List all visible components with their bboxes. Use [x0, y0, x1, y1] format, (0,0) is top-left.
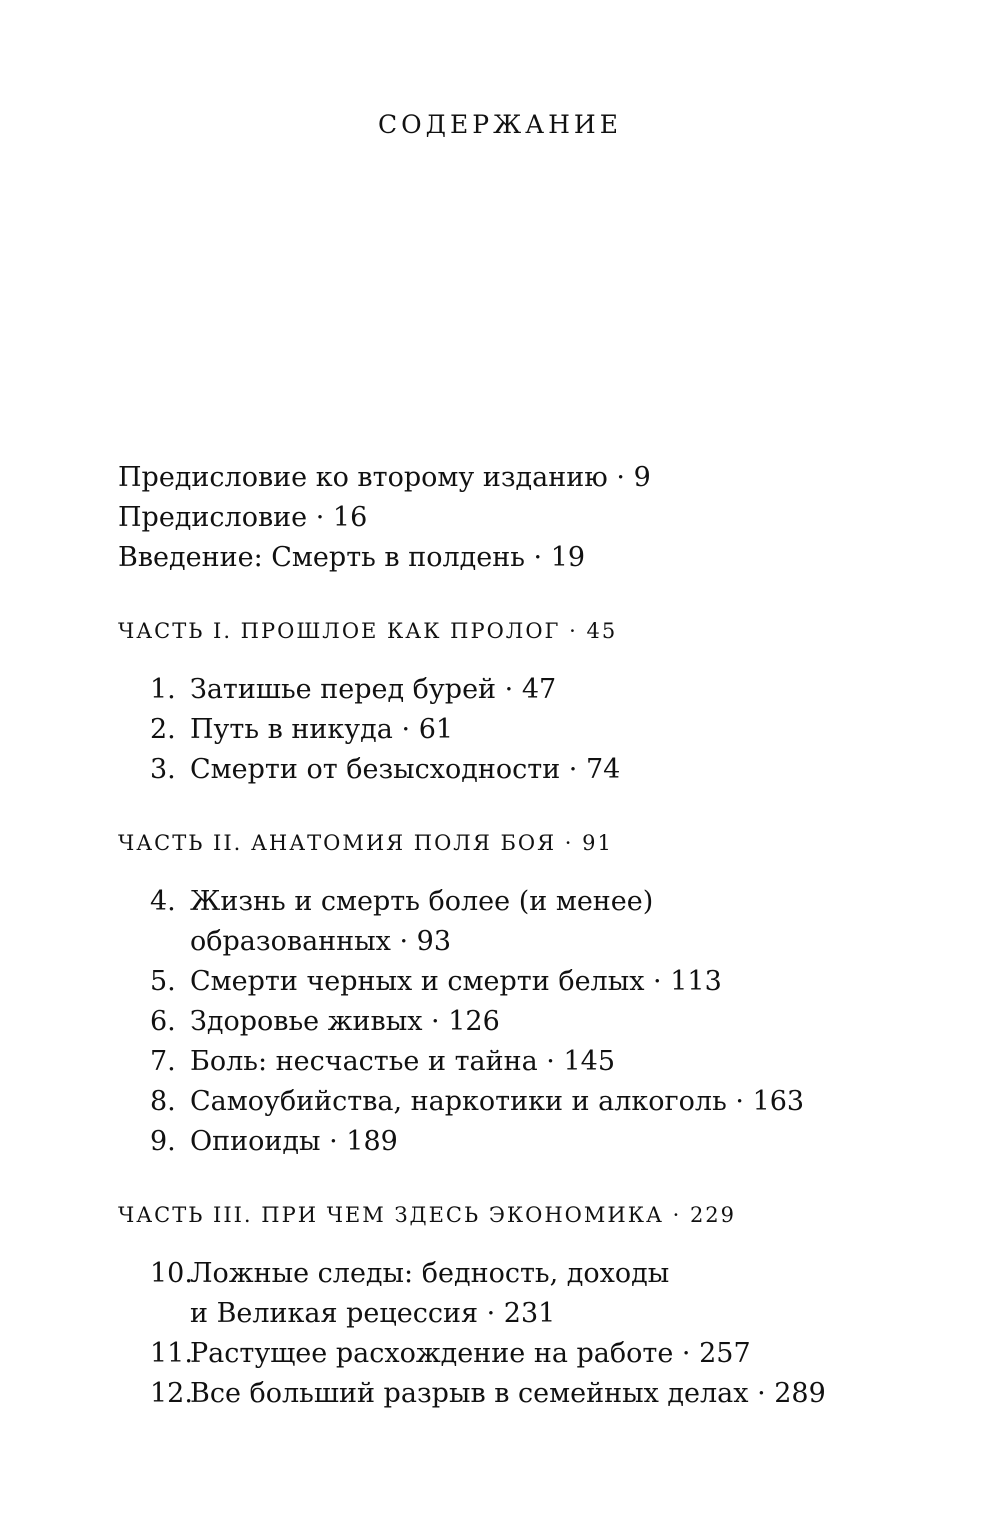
- part-page-number: 45: [586, 619, 618, 643]
- part-label: ЧАСТЬ III. ПРИ ЧЕМ ЗДЕСЬ ЭКОНОМИКА: [118, 1203, 664, 1227]
- entry-page-number: 19: [550, 542, 586, 573]
- entry-label: Предисловие: [118, 502, 308, 533]
- entry-separator: ·: [329, 1126, 338, 1157]
- page-title: СОДЕРЖАНИЕ: [378, 110, 622, 139]
- chapter-number: 10.: [150, 1258, 193, 1289]
- chapter-title: Самоубийства, наркотики и алкоголь: [190, 1086, 727, 1117]
- chapter-title-block: [190, 1082, 898, 1122]
- chapter-title-block: [190, 1334, 898, 1374]
- chapter-list: [150, 670, 898, 790]
- chapter-number: 1.: [150, 674, 176, 705]
- front-matter-entry: [118, 498, 898, 538]
- chapter-page-number: 74: [585, 754, 621, 785]
- chapter-title-continuation: [190, 922, 898, 962]
- chapter-title-block: [190, 710, 898, 750]
- entry-separator: ·: [533, 542, 543, 573]
- entry-separator: ·: [681, 1338, 691, 1369]
- chapter-page-number: 61: [418, 714, 454, 745]
- chapter-page-number: 126: [448, 1006, 500, 1037]
- chapter-title: Смерти черных и смерти белых: [190, 966, 645, 997]
- entry-separator: ·: [757, 1378, 766, 1409]
- chapter-entry: [150, 1122, 898, 1162]
- chapter-page-number: 145: [563, 1046, 616, 1077]
- part-label: ЧАСТЬ I. ПРОШЛОЕ КАК ПРОЛОГ: [118, 619, 561, 643]
- chapter-title: Ложные следы: бедность, доходы: [190, 1258, 670, 1289]
- chapter-entry: [150, 1002, 898, 1042]
- chapter-page-number: 231: [503, 1298, 556, 1329]
- part-heading: [118, 1200, 898, 1230]
- part-heading: [118, 828, 898, 858]
- chapter-number: 11.: [150, 1338, 193, 1369]
- chapter-title-line2: и Великая рецессия: [190, 1298, 479, 1329]
- part-page-number: 229: [689, 1203, 737, 1227]
- chapter-page-number: 93: [416, 926, 452, 957]
- chapter-number: 9.: [150, 1126, 176, 1157]
- chapter-title: Смерти от безысходности: [190, 754, 561, 785]
- chapter-page-number: 47: [521, 674, 557, 705]
- chapter-entry: [150, 1254, 898, 1334]
- chapter-list: [150, 882, 898, 1162]
- chapter-number: 7.: [150, 1046, 176, 1077]
- chapter-entry: [150, 670, 898, 710]
- chapter-page-number: 163: [752, 1086, 805, 1117]
- entry-separator: ·: [399, 926, 409, 957]
- chapter-number: 12.: [150, 1378, 193, 1409]
- chapter-title-continuation: [190, 1294, 898, 1334]
- front-matter-entry: [118, 458, 898, 498]
- entry-page-number: 9: [633, 462, 651, 493]
- chapter-title-block: [190, 1374, 898, 1414]
- chapter-page-number: 257: [699, 1338, 751, 1369]
- entry-separator: ·: [735, 1086, 744, 1117]
- front-matter-entry: [118, 538, 898, 578]
- part-heading: [118, 616, 898, 646]
- chapter-entry: [150, 1334, 898, 1374]
- chapter-title: Затишье перед бурей: [190, 674, 497, 705]
- chapter-number: 5.: [150, 966, 176, 997]
- entry-separator: ·: [564, 831, 574, 855]
- entry-separator: ·: [431, 1006, 440, 1037]
- chapter-title: Жизнь и смерть более (и менее): [190, 886, 654, 917]
- entry-separator: ·: [504, 674, 514, 705]
- chapter-title: Боль: несчастье и тайна: [190, 1046, 538, 1077]
- chapter-number: 2.: [150, 714, 176, 745]
- chapter-page-number: 289: [774, 1378, 826, 1409]
- chapter-entry: [150, 962, 898, 1002]
- entry-separator: ·: [653, 966, 662, 997]
- entry-separator: ·: [568, 754, 578, 785]
- chapter-list: [150, 1254, 898, 1414]
- part-page-number: 91: [582, 831, 613, 855]
- chapter-entry: [150, 1082, 898, 1122]
- chapter-title: Здоровье живых: [190, 1006, 423, 1037]
- chapter-number: 3.: [150, 754, 176, 785]
- chapter-entry: [150, 750, 898, 790]
- entry-page-number: 16: [332, 502, 368, 533]
- chapter-title: Путь в никуда: [190, 714, 393, 745]
- chapter-number: 4.: [150, 886, 176, 917]
- chapter-title-block: [190, 1254, 898, 1334]
- entry-separator: ·: [401, 714, 411, 745]
- chapter-title: Опиоиды: [190, 1126, 321, 1157]
- chapter-number: 6.: [150, 1006, 176, 1037]
- chapter-entry: [150, 1374, 898, 1414]
- chapter-title-block: [190, 750, 898, 790]
- table-of-contents: [118, 458, 898, 1414]
- chapter-entry: [150, 710, 898, 750]
- entry-separator: ·: [672, 1203, 682, 1227]
- chapter-title-block: [190, 962, 898, 1002]
- entry-label: Предисловие ко второму изданию: [118, 462, 608, 493]
- entry-separator: ·: [486, 1298, 496, 1329]
- chapter-title: Все больший разрыв в семейных делах: [190, 1378, 749, 1409]
- chapter-title-block: [190, 882, 898, 962]
- chapter-page-number: 113: [670, 966, 722, 997]
- entry-separator: ·: [546, 1046, 555, 1077]
- entry-label: Введение: Смерть в полдень: [118, 542, 525, 573]
- chapter-entry: [150, 882, 898, 962]
- chapter-title-block: [190, 1122, 898, 1162]
- chapter-number: 8.: [150, 1086, 176, 1117]
- entry-separator: ·: [315, 502, 325, 533]
- chapter-entry: [150, 1042, 898, 1082]
- chapter-title-block: [190, 1002, 898, 1042]
- entry-separator: ·: [569, 619, 578, 643]
- chapter-page-number: 189: [346, 1126, 398, 1157]
- entry-separator: ·: [616, 462, 625, 493]
- chapter-title-block: [190, 670, 898, 710]
- chapter-title-line2: образованных: [190, 926, 391, 957]
- chapter-title: Растущее расхождение на работе: [190, 1338, 674, 1369]
- part-label: ЧАСТЬ II. АНАТОМИЯ ПОЛЯ БОЯ: [118, 831, 557, 855]
- chapter-title-block: [190, 1042, 898, 1082]
